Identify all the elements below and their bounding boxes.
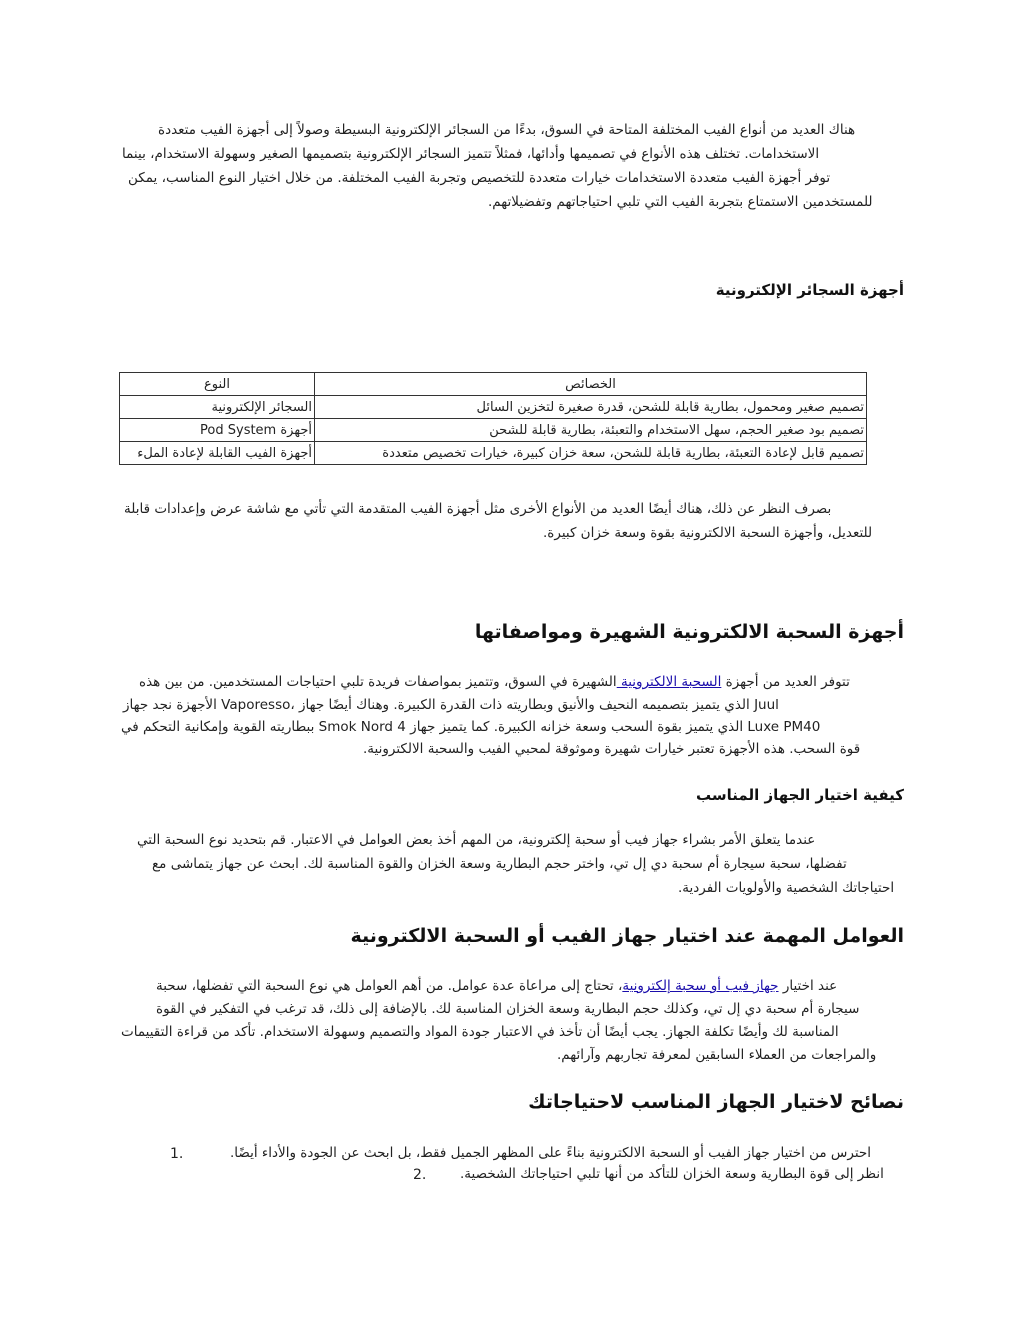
howto-line-3: .احتياجاتك الشخصية والأولويات الفردية: [678, 880, 895, 896]
table-cell-type: السجائر الإلكترونية: [120, 396, 315, 419]
tip-number: 2.: [413, 1167, 427, 1183]
howto-line-2: تفضلها، سحبة سيجارة أم سحبة دي إل تي، واختر حجم البطارية وسعة الخزان والقوة المناسبة لك. ابحث عن جهاز يتماشى مع: [152, 856, 847, 872]
section-heading-popular: أجهزة السحبة الالكترونية الشهيرة ومواصفاتها: [474, 621, 904, 643]
intro-line-1: هناك العديد من أنواع الفيب المختلفة المتاحة في السوق، بدءًا من السجائر الإلكترونية البسيطة وصولاً إلى أجهزة الفيب متعددة: [158, 122, 856, 138]
factors-line-2: سيجارة أم سحبة دي إل تي، وكذلك حجم البطارية وسعة الخزان المناسبة لك. بالإضافة إلى ذلك، قد ترغب في التفكير في القوة: [156, 1001, 860, 1017]
popular-line-1: [139, 673, 850, 691]
factors-line-1-pre: عند اختيار: [778, 978, 838, 994]
popular-line-1-post: الشهيرة في السوق، وتتميز بمواصفات فريدة تلبي احتياجات المستخدمين. من بين هذه: [139, 674, 617, 690]
table-header-props: الخصائص: [315, 373, 867, 396]
table-cell-type: أجهزة Pod System: [120, 419, 315, 442]
factors-line-3: المناسبة لك وأيضًا تكلفة الجهاز. يجب أيضًا أن تأخذ في الاعتبار جودة المواد والتصميم وسهولة الاستخدام. تأكد من قراءة التقييمات: [121, 1024, 839, 1040]
section-heading-factors: العوامل المهمة عند اختيار جهاز الفيب أو السحبة الالكترونية: [350, 925, 904, 947]
tip-number: 1.: [170, 1146, 184, 1162]
intro-line-3: توفر أجهزة الفيب متعددة الاستخدامات خيارات متعددة للتخصيص وتجربة الفيب المختلفة. من خلال اختيار النوع المناسب، يمكن: [128, 170, 831, 186]
popular-line-3: ببطاريته القوية وإمكانية التحكم في Smok Nord 4 الذي يتميز بقوة السحب وسعة خزانه الكبيرة. كما يتميز جهاز Luxe PM40: [121, 719, 821, 735]
section-heading-howto: كيفية اختيار الجهاز المناسب: [696, 786, 904, 804]
factors-line-1-post: ، تحتاج إلى مراعاة عدة عوامل. من أهم العوامل هي نوع السحبة التي تفضلها، سحبة: [156, 978, 623, 994]
table-header-type: النوع: [120, 373, 315, 396]
tip-text: .انظر إلى قوة البطارية وسعة الخزان للتأكد من أنها تلبي احتياجاتك الشخصية: [460, 1166, 884, 1182]
table-cell-type: أجهزة الفيب القابلة لإعادة الملء: [120, 442, 315, 465]
intro-line-2: الاستخدامات. تختلف هذه الأنواع في تصميمها وأدائها، فمثلاً تتميز السجائر الإلكترونية بتصميمها الصغير وسهولة الاستخدام، بينما: [122, 146, 820, 162]
link-electronic-vape[interactable]: السحبة الالكترونية: [616, 674, 722, 690]
section-heading-ecig: أجهزة السجائر الإلكترونية: [715, 281, 904, 299]
factors-line-1: [156, 977, 837, 995]
popular-line-4: .قوة السحب. هذه الأجهزة تعتبر خيارات شهيرة وموثوقة لمحبي الفيب والسحبة الالكترونية: [363, 741, 861, 757]
intro-line-4: .للمستخدمين الاستمتاع بتجربة الفيب التي تلبي احتياجاتهم وتفضيلاتهم: [488, 194, 873, 210]
popular-line-1-pre: تتوفر العديد من أجهزة: [721, 674, 850, 690]
table-row: [120, 419, 867, 442]
table-cell-props: تصميم بود صغير الحجم، سهل الاستخدام والتعبئة، بطارية قابلة للشحن: [315, 419, 867, 442]
link-vape-device[interactable]: جهاز فيب أو سحبة إلكترونية: [622, 978, 779, 994]
table-row: [120, 442, 867, 465]
table-header-row: [120, 373, 867, 396]
section-heading-tips: نصائح لاختيار الجهاز المناسب لاحتياجاتك: [528, 1091, 904, 1113]
table-cell-props: تصميم صغير ومحمول، بطارية قابلة للشحن، قدرة صغيرة لتخزين السائل: [315, 396, 867, 419]
device-types-table: [119, 372, 867, 465]
after-table-line-1: بصرف النظر عن ذلك، هناك أيضًا العديد من الأنواع الأخرى مثل أجهزة الفيب المتقدمة التي تأتي مع شاشة عرض وإعدادات قابلة: [124, 501, 832, 517]
tip-text: .احترس من اختيار جهاز الفيب أو السحبة الالكترونية بناءً على المظهر الجميل فقط، بل ابحث عن الجودة والأداء أيضًا: [230, 1145, 872, 1161]
table-cell-props: تصميم قابل لإعادة التعبئة، بطارية قابلة للشحن، سعة خزان كبيرة، خيارات تخصيص متعددة: [315, 442, 867, 465]
factors-line-4: .والمراجعات من العملاء السابقين لمعرفة تجاربهم وآرائهم: [557, 1047, 877, 1063]
table-row: [120, 396, 867, 419]
after-table-line-2: .للتعديل، وأجهزة السحبة الالكترونية بقوة وسعة خزان كبيرة: [543, 525, 873, 541]
popular-line-2: الأجهزة نجد جهاز Vaporesso، الذي يتميز بتصميمه النحيف والأنيق وبطاريته ذات القدرة الكبيرة. وهناك أيضًا جهاز Juul: [123, 697, 779, 713]
howto-line-1: عندما يتعلق الأمر بشراء جهاز فيب أو سحبة إلكترونية، من المهم أخذ بعض العوامل في الاعتبار. قم بتحديد نوع السحبة التي: [137, 832, 816, 848]
